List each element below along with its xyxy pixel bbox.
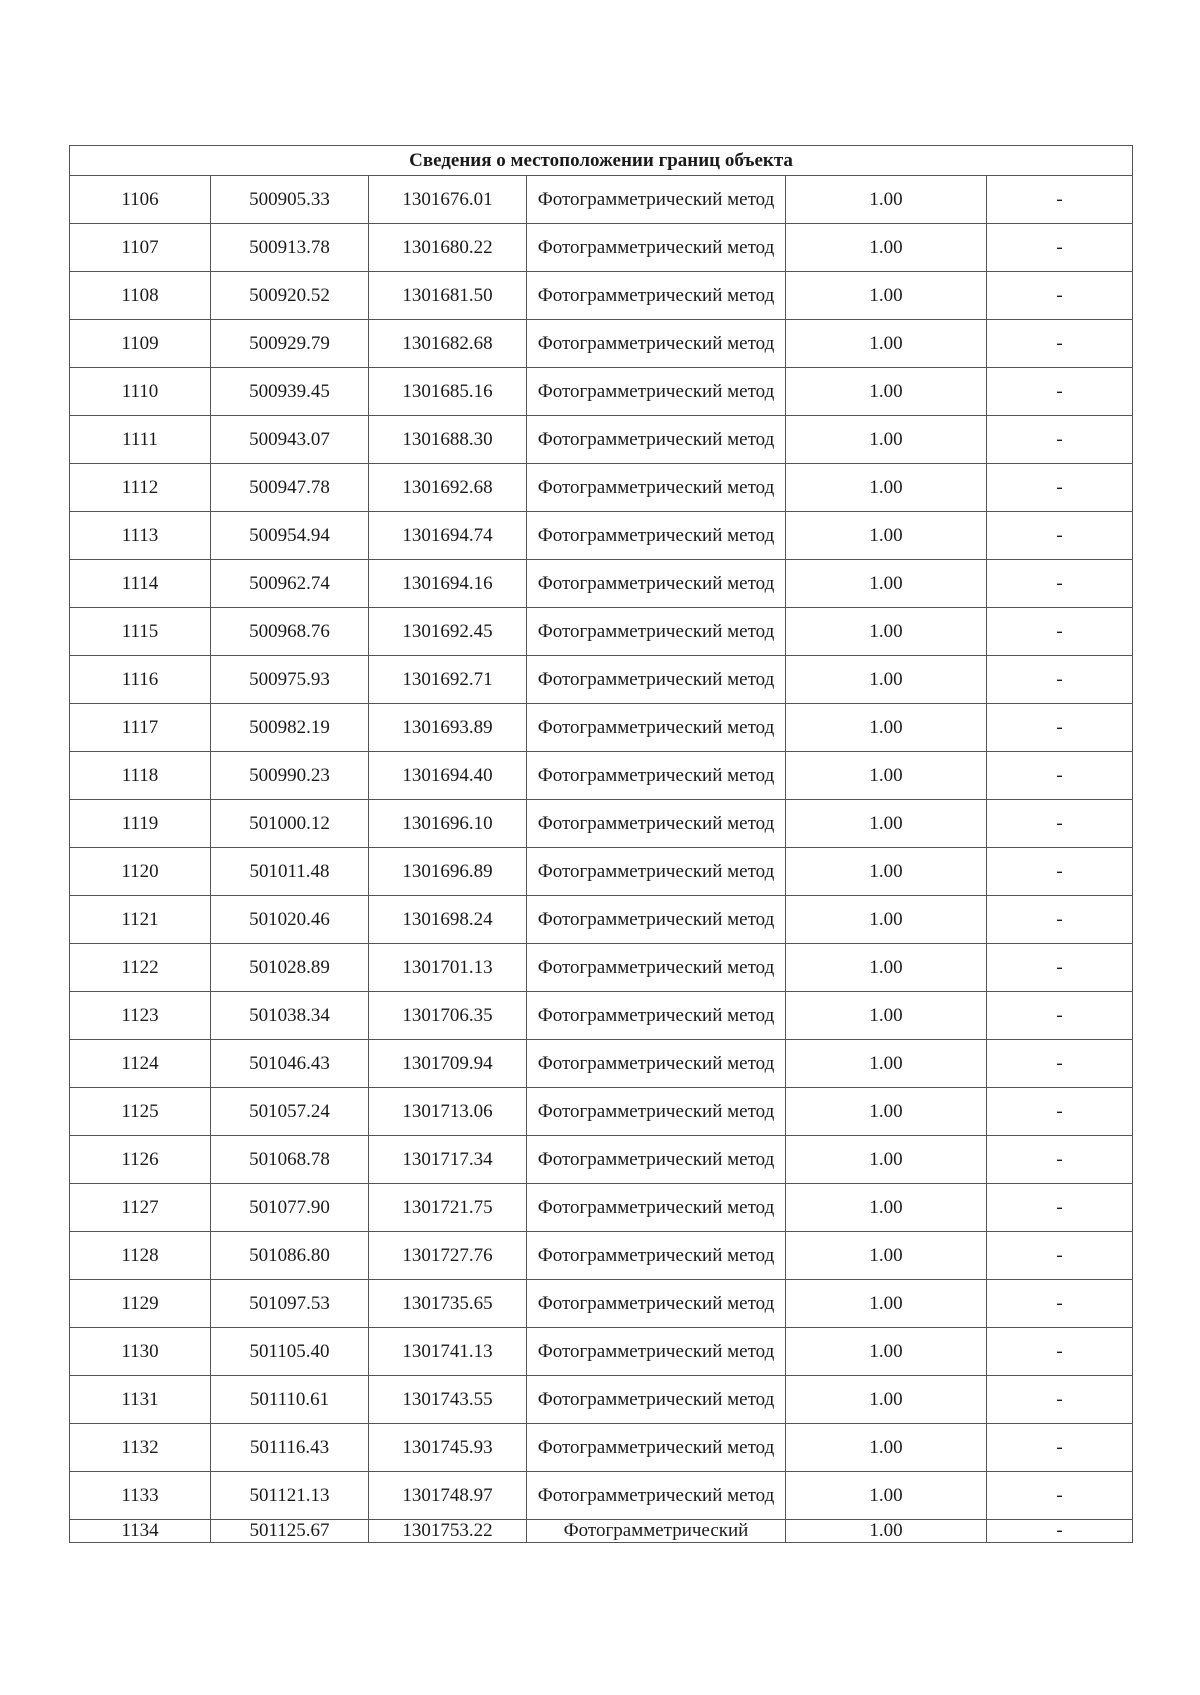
table-row [70,704,1133,752]
point-number-cell: 1129 [70,1280,211,1328]
table-body [70,146,1133,1543]
table-row [70,1040,1133,1088]
point-number-cell: 1133 [70,1472,211,1520]
method-cell: Фотограмметрический метод [527,800,786,848]
x-coordinate-cell: 501057.24 [211,1088,369,1136]
y-coordinate-cell: 1301694.40 [369,752,527,800]
x-coordinate-cell: 501011.48 [211,848,369,896]
table-title: Сведения о местоположении границ объекта [70,146,1133,176]
accuracy-cell: 1.00 [786,1520,987,1543]
table-row [70,1232,1133,1280]
x-coordinate-cell: 500982.19 [211,704,369,752]
x-coordinate-cell: 501086.80 [211,1232,369,1280]
accuracy-cell: 1.00 [786,1184,987,1232]
point-number-cell: 1118 [70,752,211,800]
point-number-cell: 1111 [70,416,211,464]
note-cell: - [987,896,1133,944]
x-coordinate-cell: 500943.07 [211,416,369,464]
method-cell: Фотограмметрический [527,1520,786,1543]
table-row [70,1088,1133,1136]
point-number-cell: 1108 [70,272,211,320]
y-coordinate-cell: 1301713.06 [369,1088,527,1136]
method-cell: Фотограмметрический метод [527,1184,786,1232]
note-cell: - [987,272,1133,320]
y-coordinate-cell: 1301709.94 [369,1040,527,1088]
note-cell: - [987,368,1133,416]
table-row [70,464,1133,512]
note-cell: - [987,992,1133,1040]
y-coordinate-cell: 1301692.68 [369,464,527,512]
method-cell: Фотограмметрический метод [527,560,786,608]
note-cell: - [987,800,1133,848]
note-cell: - [987,1136,1133,1184]
method-cell: Фотограмметрический метод [527,1472,786,1520]
table-row [70,1376,1133,1424]
point-number-cell: 1119 [70,800,211,848]
accuracy-cell: 1.00 [786,272,987,320]
note-cell: - [987,1280,1133,1328]
accuracy-cell: 1.00 [786,896,987,944]
note-cell: - [987,1328,1133,1376]
table-row [70,368,1133,416]
accuracy-cell: 1.00 [786,800,987,848]
point-number-cell: 1106 [70,176,211,224]
table-row [70,848,1133,896]
method-cell: Фотограмметрический метод [527,1328,786,1376]
table-row [70,320,1133,368]
table-row [70,1424,1133,1472]
x-coordinate-cell: 500913.78 [211,224,369,272]
y-coordinate-cell: 1301693.89 [369,704,527,752]
boundary-coordinates-table [69,145,1133,1543]
accuracy-cell: 1.00 [786,560,987,608]
accuracy-cell: 1.00 [786,512,987,560]
table-row [70,512,1133,560]
x-coordinate-cell: 501110.61 [211,1376,369,1424]
note-cell: - [987,560,1133,608]
note-cell: - [987,320,1133,368]
x-coordinate-cell: 500947.78 [211,464,369,512]
note-cell: - [987,1040,1133,1088]
table-row [70,752,1133,800]
x-coordinate-cell: 501020.46 [211,896,369,944]
accuracy-cell: 1.00 [786,608,987,656]
accuracy-cell: 1.00 [786,704,987,752]
accuracy-cell: 1.00 [786,368,987,416]
table-row [70,416,1133,464]
note-cell: - [987,1232,1133,1280]
note-cell: - [987,704,1133,752]
point-number-cell: 1134 [70,1520,211,1543]
accuracy-cell: 1.00 [786,1136,987,1184]
y-coordinate-cell: 1301694.16 [369,560,527,608]
x-coordinate-cell: 501000.12 [211,800,369,848]
point-number-cell: 1121 [70,896,211,944]
x-coordinate-cell: 501028.89 [211,944,369,992]
table-row [70,1520,1133,1543]
table-row [70,1184,1133,1232]
accuracy-cell: 1.00 [786,944,987,992]
point-number-cell: 1117 [70,704,211,752]
method-cell: Фотограмметрический метод [527,1040,786,1088]
table-row [70,560,1133,608]
method-cell: Фотограмметрический метод [527,1376,786,1424]
x-coordinate-cell: 500939.45 [211,368,369,416]
x-coordinate-cell: 500929.79 [211,320,369,368]
accuracy-cell: 1.00 [786,848,987,896]
accuracy-cell: 1.00 [786,1424,987,1472]
accuracy-cell: 1.00 [786,1232,987,1280]
point-number-cell: 1112 [70,464,211,512]
y-coordinate-cell: 1301745.93 [369,1424,527,1472]
y-coordinate-cell: 1301741.13 [369,1328,527,1376]
x-coordinate-cell: 500975.93 [211,656,369,704]
point-number-cell: 1122 [70,944,211,992]
y-coordinate-cell: 1301696.10 [369,800,527,848]
accuracy-cell: 1.00 [786,176,987,224]
method-cell: Фотограмметрический метод [527,896,786,944]
x-coordinate-cell: 500962.74 [211,560,369,608]
point-number-cell: 1123 [70,992,211,1040]
x-coordinate-cell: 501125.67 [211,1520,369,1543]
note-cell: - [987,1376,1133,1424]
table-row [70,1280,1133,1328]
point-number-cell: 1130 [70,1328,211,1376]
y-coordinate-cell: 1301682.68 [369,320,527,368]
note-cell: - [987,1424,1133,1472]
x-coordinate-cell: 500968.76 [211,608,369,656]
x-coordinate-cell: 501105.40 [211,1328,369,1376]
method-cell: Фотограмметрический метод [527,1424,786,1472]
point-number-cell: 1125 [70,1088,211,1136]
note-cell: - [987,224,1133,272]
point-number-cell: 1109 [70,320,211,368]
table-row [70,1328,1133,1376]
y-coordinate-cell: 1301696.89 [369,848,527,896]
note-cell: - [987,608,1133,656]
y-coordinate-cell: 1301753.22 [369,1520,527,1543]
point-number-cell: 1114 [70,560,211,608]
point-number-cell: 1115 [70,608,211,656]
x-coordinate-cell: 501038.34 [211,992,369,1040]
method-cell: Фотограмметрический метод [527,368,786,416]
point-number-cell: 1126 [70,1136,211,1184]
note-cell: - [987,1088,1133,1136]
table-row [70,656,1133,704]
accuracy-cell: 1.00 [786,416,987,464]
accuracy-cell: 1.00 [786,224,987,272]
method-cell: Фотограмметрический метод [527,416,786,464]
y-coordinate-cell: 1301717.34 [369,1136,527,1184]
note-cell: - [987,1184,1133,1232]
note-cell: - [987,944,1133,992]
table-title-row [70,146,1133,176]
x-coordinate-cell: 500954.94 [211,512,369,560]
y-coordinate-cell: 1301706.35 [369,992,527,1040]
y-coordinate-cell: 1301692.71 [369,656,527,704]
point-number-cell: 1124 [70,1040,211,1088]
method-cell: Фотограмметрический метод [527,608,786,656]
y-coordinate-cell: 1301721.75 [369,1184,527,1232]
point-number-cell: 1110 [70,368,211,416]
x-coordinate-cell: 500990.23 [211,752,369,800]
y-coordinate-cell: 1301685.16 [369,368,527,416]
table-row [70,224,1133,272]
accuracy-cell: 1.00 [786,464,987,512]
x-coordinate-cell: 501121.13 [211,1472,369,1520]
x-coordinate-cell: 500920.52 [211,272,369,320]
method-cell: Фотограмметрический метод [527,1088,786,1136]
note-cell: - [987,176,1133,224]
accuracy-cell: 1.00 [786,1040,987,1088]
method-cell: Фотограмметрический метод [527,320,786,368]
y-coordinate-cell: 1301698.24 [369,896,527,944]
accuracy-cell: 1.00 [786,1328,987,1376]
note-cell: - [987,1520,1133,1543]
x-coordinate-cell: 501097.53 [211,1280,369,1328]
table-row [70,992,1133,1040]
method-cell: Фотограмметрический метод [527,464,786,512]
y-coordinate-cell: 1301748.97 [369,1472,527,1520]
point-number-cell: 1107 [70,224,211,272]
y-coordinate-cell: 1301701.13 [369,944,527,992]
method-cell: Фотограмметрический метод [527,512,786,560]
table-row [70,272,1133,320]
table-row [70,896,1133,944]
accuracy-cell: 1.00 [786,992,987,1040]
method-cell: Фотограмметрический метод [527,944,786,992]
point-number-cell: 1113 [70,512,211,560]
y-coordinate-cell: 1301735.65 [369,1280,527,1328]
x-coordinate-cell: 501077.90 [211,1184,369,1232]
accuracy-cell: 1.00 [786,656,987,704]
accuracy-cell: 1.00 [786,1088,987,1136]
y-coordinate-cell: 1301680.22 [369,224,527,272]
accuracy-cell: 1.00 [786,320,987,368]
method-cell: Фотограмметрический метод [527,1136,786,1184]
x-coordinate-cell: 501116.43 [211,1424,369,1472]
note-cell: - [987,752,1133,800]
method-cell: Фотограмметрический метод [527,1280,786,1328]
note-cell: - [987,416,1133,464]
method-cell: Фотограмметрический метод [527,224,786,272]
document-page [69,145,1132,1543]
method-cell: Фотограмметрический метод [527,272,786,320]
table-row [70,800,1133,848]
point-number-cell: 1116 [70,656,211,704]
method-cell: Фотограмметрический метод [527,704,786,752]
note-cell: - [987,1472,1133,1520]
table-row [70,176,1133,224]
y-coordinate-cell: 1301743.55 [369,1376,527,1424]
method-cell: Фотограмметрический метод [527,176,786,224]
accuracy-cell: 1.00 [786,1280,987,1328]
table-row [70,944,1133,992]
x-coordinate-cell: 501068.78 [211,1136,369,1184]
x-coordinate-cell: 500905.33 [211,176,369,224]
x-coordinate-cell: 501046.43 [211,1040,369,1088]
note-cell: - [987,848,1133,896]
y-coordinate-cell: 1301727.76 [369,1232,527,1280]
note-cell: - [987,464,1133,512]
accuracy-cell: 1.00 [786,1376,987,1424]
accuracy-cell: 1.00 [786,752,987,800]
method-cell: Фотограмметрический метод [527,656,786,704]
y-coordinate-cell: 1301694.74 [369,512,527,560]
method-cell: Фотограмметрический метод [527,752,786,800]
y-coordinate-cell: 1301676.01 [369,176,527,224]
accuracy-cell: 1.00 [786,1472,987,1520]
point-number-cell: 1120 [70,848,211,896]
table-row [70,1136,1133,1184]
method-cell: Фотограмметрический метод [527,1232,786,1280]
point-number-cell: 1131 [70,1376,211,1424]
y-coordinate-cell: 1301692.45 [369,608,527,656]
y-coordinate-cell: 1301681.50 [369,272,527,320]
method-cell: Фотограмметрический метод [527,848,786,896]
note-cell: - [987,512,1133,560]
note-cell: - [987,656,1133,704]
table-row [70,1472,1133,1520]
point-number-cell: 1127 [70,1184,211,1232]
point-number-cell: 1128 [70,1232,211,1280]
table-row [70,608,1133,656]
point-number-cell: 1132 [70,1424,211,1472]
y-coordinate-cell: 1301688.30 [369,416,527,464]
method-cell: Фотограмметрический метод [527,992,786,1040]
